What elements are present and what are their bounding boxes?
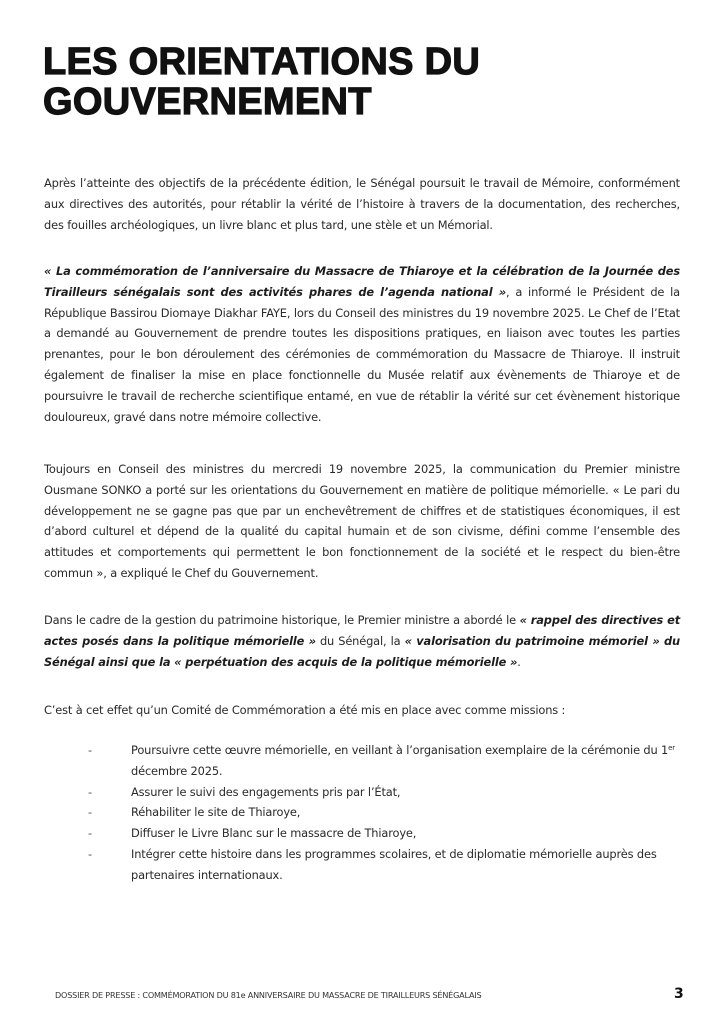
dash-bullet-icon: -	[88, 805, 92, 820]
list-item-text: décembre 2025.	[131, 763, 223, 778]
committee-intro-paragraph	[44, 700, 680, 721]
page-title	[43, 42, 480, 122]
list-item	[44, 802, 684, 823]
page-number: 3	[674, 986, 684, 1002]
list-item	[44, 782, 684, 803]
paragraph-text: , a informé le Président de la République Bassirou Diomaye Diakhar FAYE, lors du Conseil des ministres du 19 novembre 2025. Le Chef de l’Etat a demandé au Gouvernement de prendre toutes les dispositions pratiques, en liaison avec toutes les parties prenantes, pour le bon déroulement des cérémonies de commémoration du Massacre de Thiaroye. Il instruit également de finaliser la mise en place fonctionnelle du Musée relatif aux évènements de Thiaroye et de poursuivre le travail de recherche scientifique entamé, en vue de rétablir la vérité sur cet évènement historique douloureux, gravé dans notre mémoire collective.	[44, 284, 680, 424]
list-item-text: Réhabiliter le site de Thiaroye,	[131, 805, 301, 820]
emphasis-quote: « valorisation du patrimoine mémoriel » du Sénégal ainsi que la « perpétuation des acquis de la politique mémorielle »	[44, 633, 680, 669]
president-quote: « La commémoration de l’anniversaire du Massacre de Thiaroye et la célébration de la Journée des Tirailleurs sénégalais sont des activités phares de l’agenda national »	[44, 264, 680, 299]
paragraph-text: .	[517, 654, 521, 669]
list-item-text: Poursuivre cette œuvre mémorielle, en veillant à l’organisation exemplaire de la cérémonie du 1	[131, 743, 669, 757]
page-title-line-1: LES ORIENTATIONS DU	[43, 41, 481, 83]
paragraph-text: C’est à cet effet qu’un Comité de Commémoration a été mis en place avec comme missions :	[44, 703, 566, 717]
dash-bullet-icon: -	[88, 846, 92, 861]
president-quote-paragraph	[44, 261, 680, 427]
list-item-text: Assurer le suivi des engagements pris par l’État,	[131, 784, 401, 799]
prime-minister-paragraph	[44, 459, 680, 584]
heritage-paragraph	[44, 610, 680, 672]
intro-paragraph	[44, 173, 680, 235]
paragraph-text: Après l’atteinte des objectifs de la précédente édition, le Sénégal poursuit le travail de Mémoire, conformément aux directives des autorités, pour rétablir la vérité de l’histoire à travers de la documentation, des recherches, des fouilles archéologiques, un livre blanc et plus tard, une stèle et un Mémorial.	[44, 176, 680, 232]
emphasis-quote: « rappel des directives et actes posés dans la politique mémorielle »	[44, 613, 680, 648]
paragraph-text: Toujours en Conseil des ministres du mercredi 19 novembre 2025, la communication du Premier ministre Ousmane SONKO a porté sur les orientations du Gouvernement en matière de politique mémorielle. « Le pari du développement ne se gagne pas que par un enchevêtrement de chiffres et de statistiques économiques, il est d’abord culturel et dépend de la qualité du capital humain et de son civisme, défini comme l’ensemble des attitudes et comportements qui permettent le bon fonctionnement de la société et le respect du bien-être commun », a expliqué le Chef du Gouvernement.	[44, 462, 680, 580]
page-footer: DOSSIER DE PRESSE : COMMÉMORATION DU 81e ANNIVERSAIRE DU MASSACRE DE TIRAILLEURS SÉNÉGALAIS	[55, 990, 482, 1000]
list-item	[44, 844, 684, 886]
dash-bullet-icon: -	[88, 826, 92, 841]
list-item-text: Intégrer cette histoire dans les programmes scolaires, et de diplomatie mémorielle auprès des partenaires internationaux.	[131, 846, 657, 882]
list-item	[44, 740, 684, 782]
ordinal-superscript: er	[668, 744, 676, 752]
paragraph-text: Dans le cadre de la gestion du patrimoine historique, le Premier ministre a abordé le	[44, 613, 520, 627]
page-title-line-2: GOUVERNEMENT	[43, 81, 372, 123]
dash-bullet-icon: -	[88, 743, 92, 757]
list-item-text: Diffuser le Livre Blanc sur le massacre de Thiaroye,	[131, 826, 417, 841]
missions-list	[44, 740, 684, 886]
list-item	[44, 823, 684, 844]
paragraph-text: du Sénégal, la	[315, 633, 405, 648]
dash-bullet-icon: -	[88, 784, 92, 799]
